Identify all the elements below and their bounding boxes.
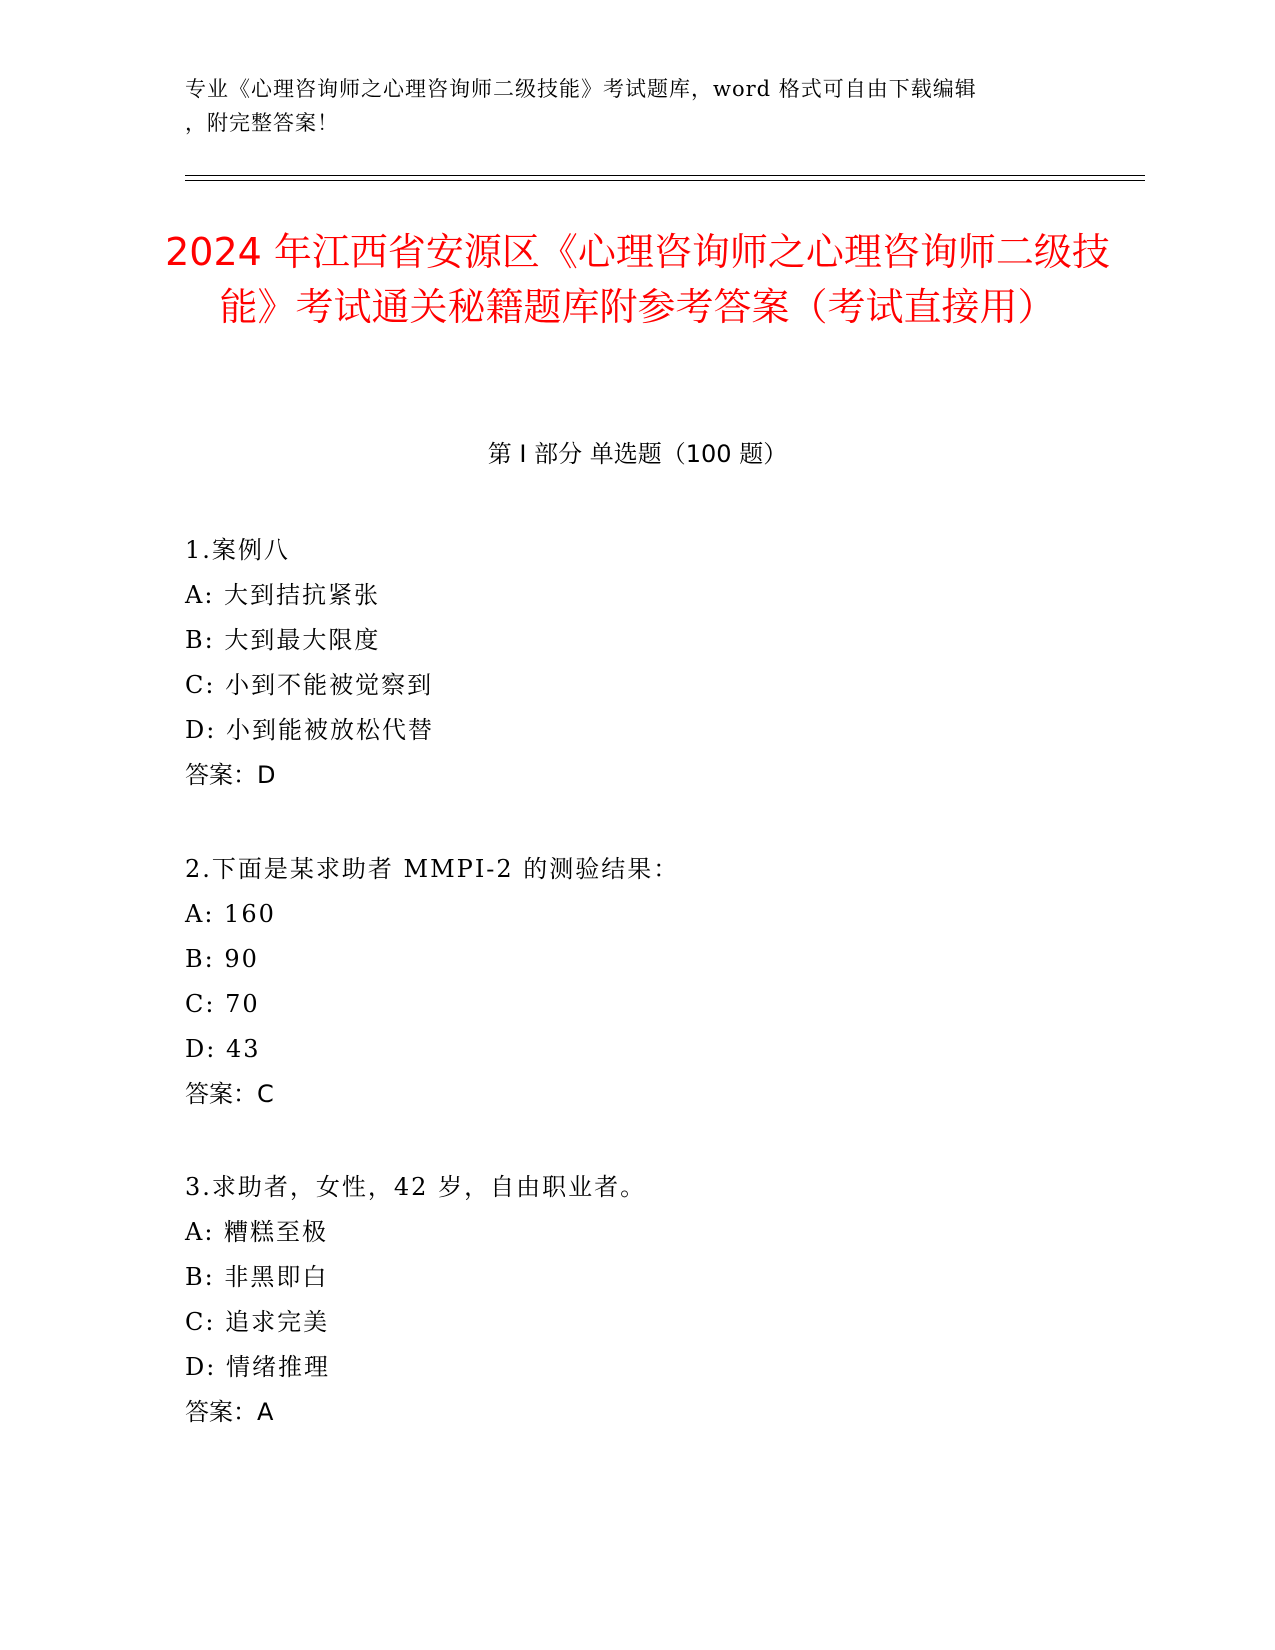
option-d: D: 43 <box>185 1035 261 1063</box>
question-stem: 1.案例八 <box>185 536 290 564</box>
header-note <box>185 72 1085 140</box>
header-note-line-1: 专业《心理咨询师之心理咨询师二级技能》考试题库，word 格式可自由下载编辑 <box>185 77 977 101</box>
option-c: C: 小到不能被觉察到 <box>185 671 434 699</box>
document-title <box>150 225 1125 335</box>
option-a: A: 大到拮抗紧张 <box>185 581 381 609</box>
answer-line: 答案：A <box>185 1398 274 1426</box>
document-title-line-2: 案（考试直接用） <box>751 285 1056 329</box>
option-a: A: 160 <box>185 900 276 928</box>
answer-line: 答案：D <box>185 761 276 789</box>
option-a: A: 糟糕至极 <box>185 1218 329 1246</box>
option-b: B: 大到最大限度 <box>185 626 381 654</box>
answer-line: 答案：C <box>185 1080 274 1108</box>
header-note-line-2: ，附完整答案！ <box>185 111 339 135</box>
option-d: D: 小到能被放松代替 <box>185 716 434 744</box>
option-b: B: 非黑即白 <box>185 1263 329 1291</box>
question-item <box>185 1165 1085 1435</box>
header-divider-bottom <box>185 180 1145 181</box>
question-stem: 3.求助者，女性，42 岁，自由职业者。 <box>185 1173 647 1201</box>
section-title: 第 I 部分 单选题（100 题） <box>487 440 788 468</box>
question-item <box>185 847 1085 1117</box>
option-c: C: 70 <box>185 990 260 1018</box>
header-divider-top <box>185 175 1145 176</box>
option-b: B: 90 <box>185 945 259 973</box>
option-d: D: 情绪推理 <box>185 1353 330 1381</box>
question-stem: 2.下面是某求助者 MMPI-2 的测验结果： <box>185 855 680 883</box>
question-item <box>185 528 1085 798</box>
option-c: C: 追求完美 <box>185 1308 330 1336</box>
document-title-line-1: 2024 年江西省安源区《心理咨询师之心理咨询师二级技能》考试通关秘籍题库附参考答 <box>165 230 1110 329</box>
